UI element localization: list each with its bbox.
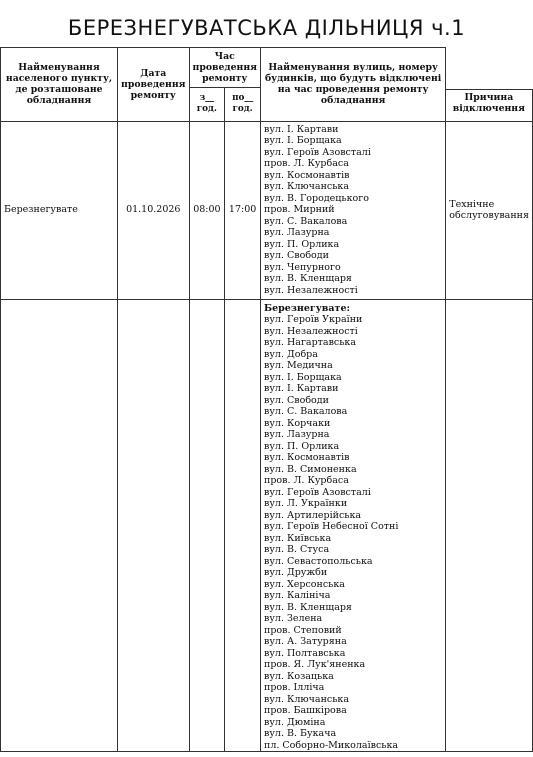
street: вул. С. Вакалова — [263, 215, 348, 227]
outage-table — [0, 47, 533, 752]
street: вул. Лазурна — [263, 227, 330, 238]
street: вул. В. Кленщаря — [263, 601, 352, 613]
street: вул. П. Орлика — [263, 238, 340, 250]
street: вул. Чепурного — [263, 261, 341, 273]
header-date: Дата проведення ремонту — [118, 48, 189, 122]
street: вул. Свободи — [263, 250, 329, 261]
street: вул. Героїв Азовсталі — [263, 486, 371, 498]
time-from-cell: 08:00 — [189, 121, 225, 299]
streets-cell — [260, 299, 445, 752]
street: пл. Соборно-Миколаївська — [263, 739, 399, 751]
reason-cell — [446, 299, 533, 752]
settlement-cell — [1, 299, 118, 752]
header-time-to: по__ год. — [225, 87, 261, 121]
street: вул. І. Борщака — [263, 371, 342, 383]
street: вул. В. Букача — [263, 728, 337, 739]
streets-cell — [260, 121, 445, 299]
header-reason: Причина відключення — [446, 89, 532, 121]
street: пров. Я. Лук'яненка — [263, 659, 366, 670]
street: вул. Ключанська — [263, 181, 350, 192]
time-from-cell — [189, 299, 225, 752]
street: вул. А. Затуряна — [263, 636, 347, 647]
header-reason-spacer — [446, 48, 533, 122]
page-title: БЕРЕЗНЕГУВАТСЬКА ДІЛЬНИЦЯ ч.1 — [67, 16, 466, 40]
street: пров. Степовий — [263, 624, 342, 636]
street: вул. Свободи — [263, 394, 329, 406]
street: вул. Зелена — [263, 613, 323, 624]
time-to-cell — [225, 299, 261, 752]
street: вул. Героїв України — [263, 314, 363, 325]
street: вул. Херсонська — [263, 578, 345, 590]
street: пров. Ілліча — [263, 682, 325, 693]
street: вул. Космонавтів — [263, 169, 350, 181]
street: вул. Л. Українки — [263, 498, 348, 509]
street: вул. Корчаки — [263, 417, 331, 429]
streets-heading: Березнегувате: — [263, 302, 350, 314]
date-cell: 01.10.2026 — [118, 121, 189, 299]
street: вул. І. Борщака — [263, 135, 342, 146]
header-time: Час проведення ремонту — [189, 48, 260, 88]
table-row — [1, 299, 533, 752]
street: вул. Дружби — [263, 567, 328, 578]
street: вул. Калініча — [263, 590, 331, 601]
street: пров. Л. Курбаса — [263, 158, 349, 169]
street: вул. В. Симоненка — [263, 463, 357, 475]
street: вул. Нагартавська — [263, 337, 357, 348]
header-settlement: Найменування населеного пункту, де розташоване обладнання — [1, 48, 118, 122]
street: пров. Мирний — [263, 204, 335, 215]
date-cell — [118, 299, 189, 752]
street: вул. С. Вакалова — [263, 406, 348, 417]
settlement-cell: Березнегувате — [1, 121, 118, 299]
street: вул. І. Картави — [263, 383, 339, 394]
street: вул. Героїв Азовсталі — [263, 146, 371, 158]
street: вул. В. Стуса — [263, 544, 330, 555]
street: вул. Артилерійська — [263, 509, 362, 521]
street: вул. Незалежності — [263, 284, 358, 296]
street: вул. Севастопольська — [263, 555, 373, 567]
header-time-from: з__ год. — [189, 87, 225, 121]
street: вул. Козацька — [263, 670, 334, 682]
table-row — [1, 121, 533, 299]
street: вул. Незалежності — [263, 325, 358, 337]
street: вул. Київська — [263, 532, 332, 544]
street: вул. Дюміна — [263, 716, 326, 728]
street: пров. Л. Курбаса — [263, 475, 349, 486]
street: вул. Добра — [263, 348, 318, 360]
street: вул. Лазурна — [263, 429, 330, 440]
street: вул. Ключанська — [263, 693, 350, 705]
street: пров. Башкірова — [263, 705, 347, 716]
street: вул. В. Городецького — [263, 192, 369, 204]
street: вул. Медична — [263, 360, 333, 371]
street: вул. В. Кленщаря — [263, 273, 352, 284]
street: вул. Полтавська — [263, 647, 346, 659]
street: вул. Космонавтів — [263, 452, 350, 463]
street: вул. Героїв Небесної Сотні — [263, 521, 399, 532]
street: вул. І. Картави — [263, 123, 339, 135]
street: вул. П. Орлика — [263, 440, 340, 452]
reason-cell: Технічне обслуговування — [446, 121, 533, 299]
time-to-cell: 17:00 — [225, 121, 261, 299]
header-streets: Найменування вулиць, номеру будинків, що будуть відключені на час проведення ремонту обладнання — [260, 48, 445, 122]
